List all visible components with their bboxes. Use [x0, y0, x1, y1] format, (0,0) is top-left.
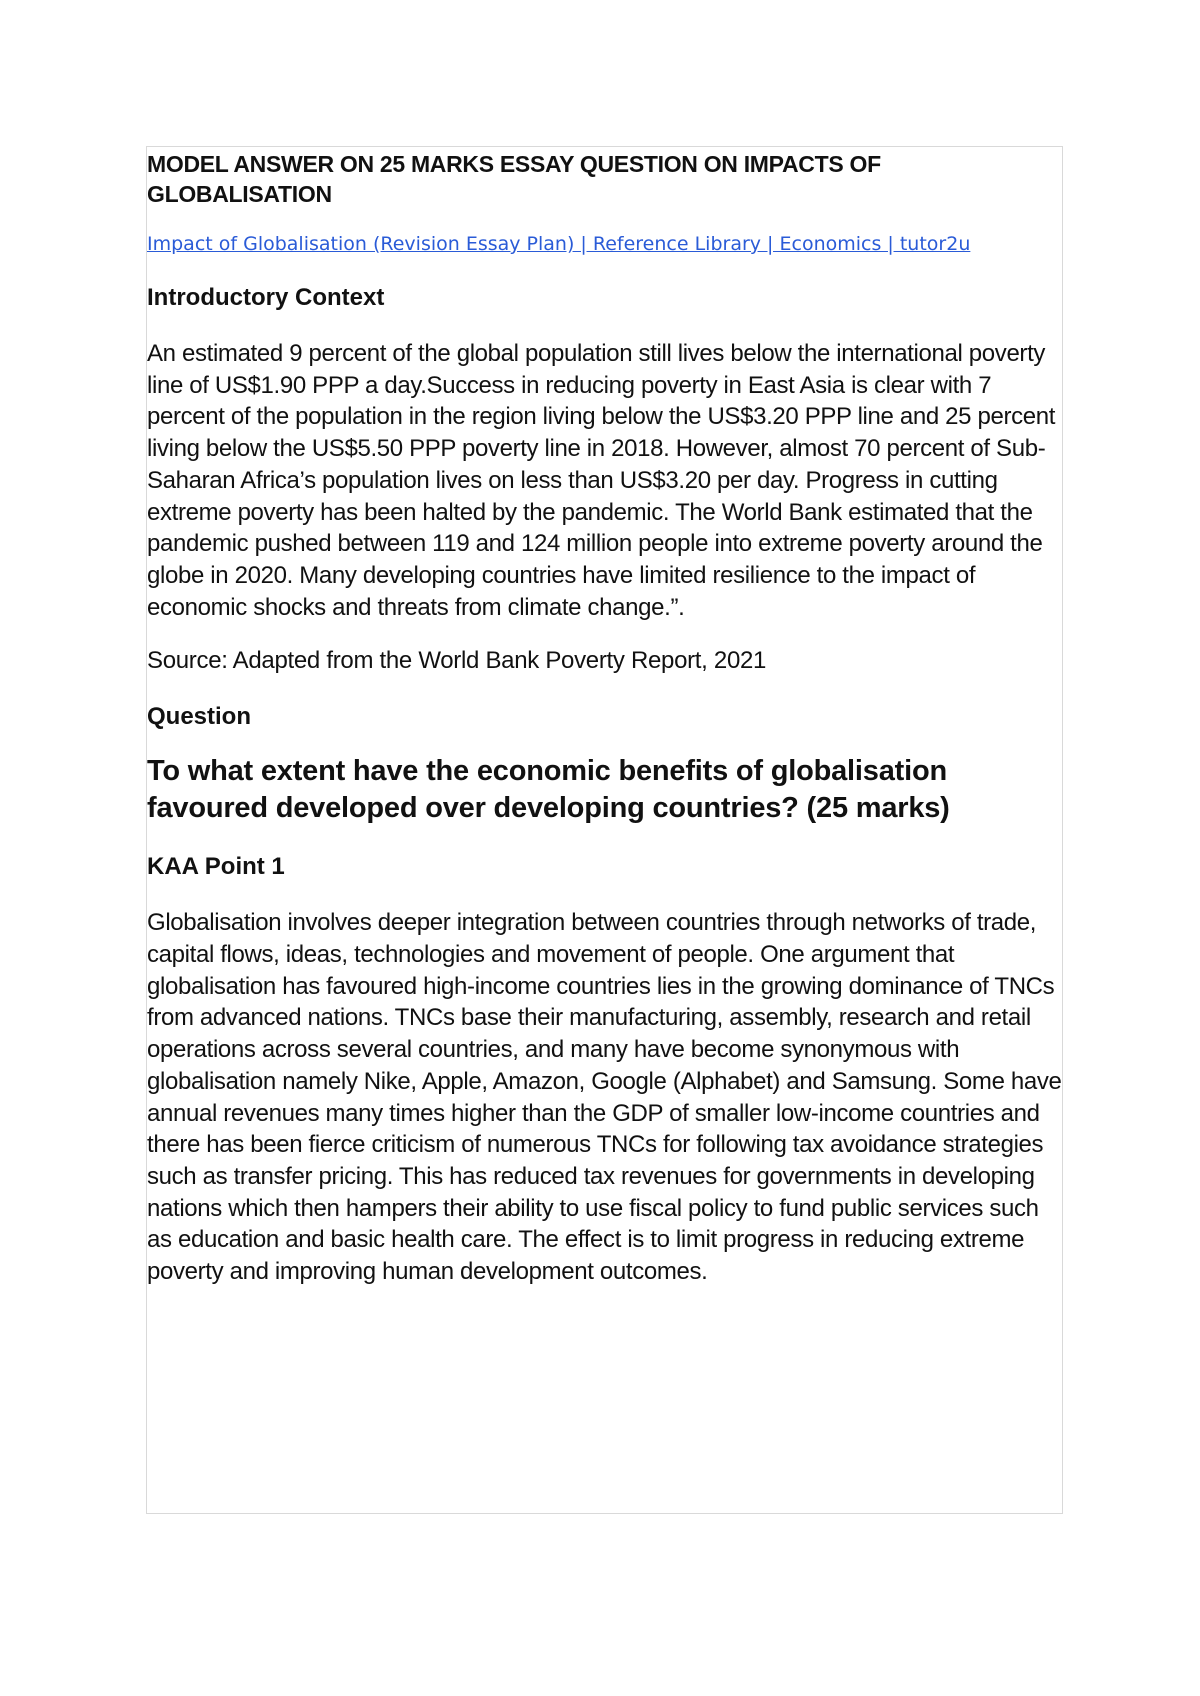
question-heading: Question	[147, 703, 252, 731]
intro-heading: Introductory Context	[147, 284, 385, 311]
source-citation: Source: Adapted from the World Bank Poverty Report, 2021	[147, 647, 767, 675]
document-body	[147, 147, 1065, 1288]
intro-paragraph: An estimated 9 percent of the global population still lives below the international poverty line of US$1.90 PPP a day.Success in reducing poverty in East Asia is clear with 7 percent of the population in the region living below the US$3.20 PPP line and 25 percent living below the US$5.50 PPP poverty line in 2018. However, almost 70 percent of Sub-Saharan Africa’s population lives on less than US$3.20 per day. Progress in cutting extreme poverty has been halted by the pandemic. The World Bank estimated that the pandemic pushed between 119 and 124 million people into extreme poverty around the globe in 2020. Many developing countries have limited resilience to the impact of economic shocks and threats from climate change.”.	[147, 340, 1056, 621]
question-text: To what extent have the economic benefits of globalisation favoured developed over developing countries? (25 marks)	[147, 755, 950, 825]
document-title: MODEL ANSWER ON 25 MARKS ESSAY QUESTION ON IMPACTS OF GLOBALISATION	[147, 151, 881, 207]
kaa-paragraph: Globalisation involves deeper integration between countries through networks of trade, capital flows, ideas, technologies and movement of people. One argument that globalisation has favoured high-income countries lies in the growing dominance of TNCs from advanced nations. TNCs base their manufacturing, assembly, research and retail operations across several countries, and many have become synonymous with globalisation namely Nike, Apple, Amazon, Google (Alphabet) and Samsung. Some have annual revenues many times higher than the GDP of smaller low-income countries and there has been fierce criticism of numerous TNCs for following tax avoidance strategies such as transfer pricing. This has reduced tax revenues for governments in developing nations which then hampers their ability to use fiscal policy to fund public services such as education and basic health care. The effect is to limit progress in reducing extreme poverty and improving human development outcomes.	[147, 909, 1062, 1286]
kaa-heading: KAA Point 1	[147, 853, 285, 881]
reference-link[interactable]: Impact of Globalisation (Revision Essay Plan) | Reference Library | Economics | tutor2u	[147, 233, 971, 255]
